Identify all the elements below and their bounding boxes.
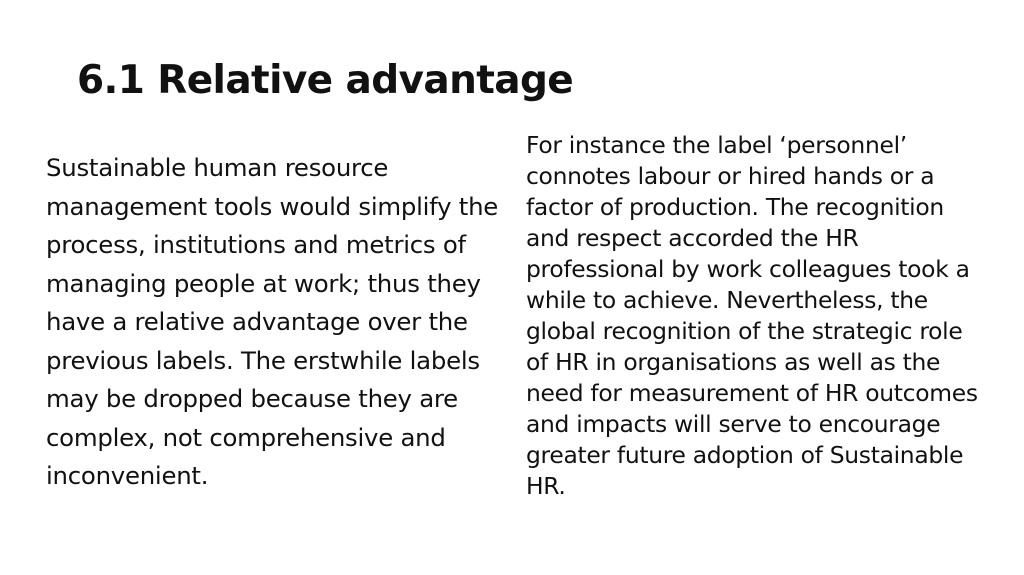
slide-title: 6.1 Relative advantage: [77, 58, 574, 103]
left-column-text: Sustainable human resource management tools would simplify the process, institutions and metrics of managing people at work; thus they have a relative advantage over the previous labels. The erstwhile labels may be dropped because they are complex, not comprehensive and inconvenient.: [46, 153, 499, 490]
right-column-text: For instance the label ‘personnel’ connotes labour or hired hands or a factor of production. The recognition and respect accorded the HR professional by work colleagues took a while to achieve. Nevertheless, the global recognition of the strategic role of HR in organisations as well as the need for measurement of HR outcomes and impacts will serve to encourage greater future adoption of Sustainable HR.: [526, 131, 978, 500]
